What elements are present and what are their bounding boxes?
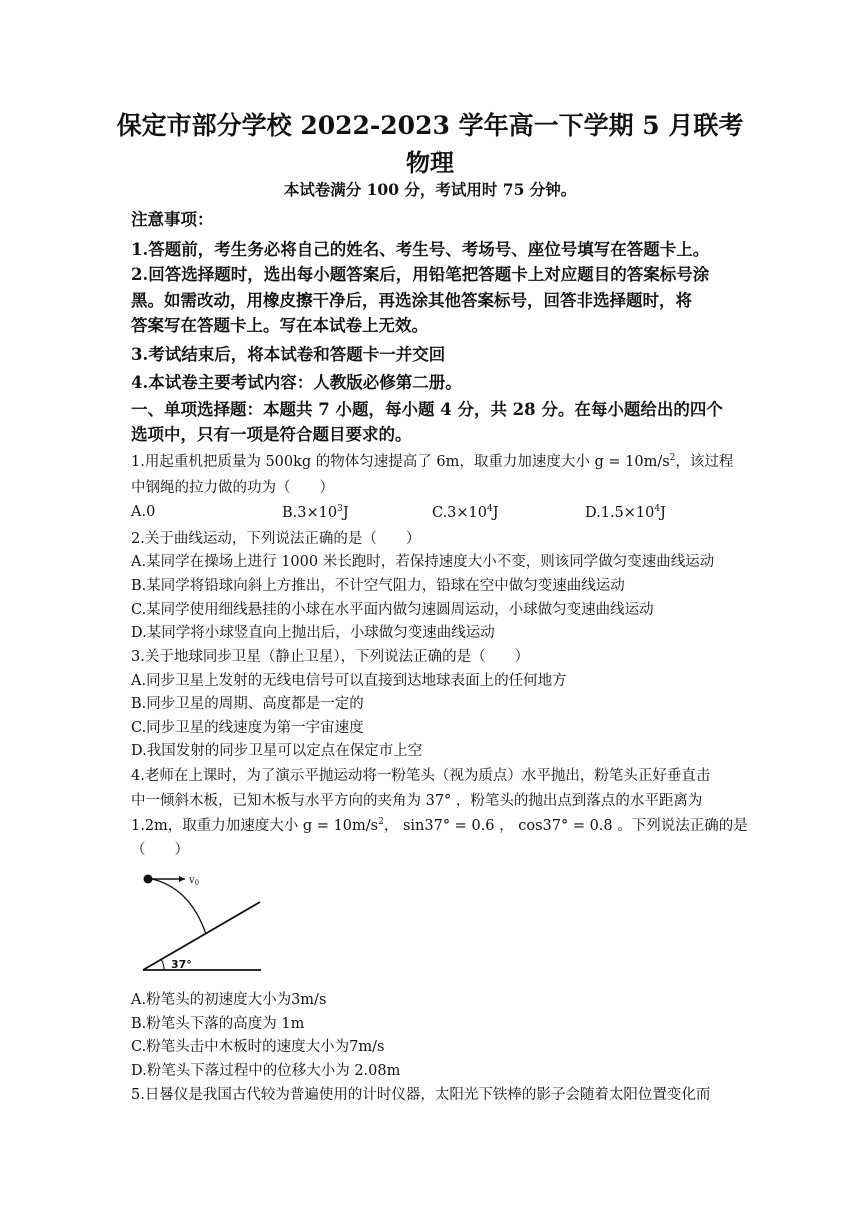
q3-option-b: B.同步卫星的周期、高度都是一定的 (131, 696, 364, 712)
q1-option-c: $C.3\times 10^4J$ (432, 504, 499, 521)
notice-heading: 注意事项： (131, 210, 214, 229)
exam-title: 保定市部分学校 2022-2023 学年高一下学期 5 月联考 (116, 111, 744, 140)
notice-item-4: 4.本试卷主要考试内容：人教版必修第二册。 (131, 373, 462, 392)
trajectory-curve (152, 879, 206, 934)
q1-stem-line-2: 中钢绳的拉力做的功为（ ） (131, 480, 334, 496)
q4-stem-line-4: （ ） (131, 842, 189, 858)
incline-board (143, 902, 260, 970)
exam-info: 本试卷满分 100 分，考试用时 75 分钟。 (283, 180, 577, 199)
q2-option-b: B.某同学将铅球向斜上方推出，不计空气阻力，铅球在空中做匀变速曲线运动 (131, 578, 625, 594)
q1-stem-tail: ，该过程 (675, 454, 734, 470)
angle-arc (161, 959, 164, 970)
q1-stem-text: 1.用起重机把质量为 500kg 的物体匀速提高了 6m，取重力加速度大小 g = 10m/s (131, 454, 670, 470)
notice-item-1: 1.答题前，考生务必将自己的姓名、考生号、考场号、座位号填写在答题卡上。 (131, 240, 710, 259)
q4-stem-line-3: 1.2m，取重力加速度大小 $g = 10m/s^2$， sin37° = 0.6 ， cos37° = 0.8 。下列说法正确的是 (131, 817, 748, 834)
chalk-ball (144, 875, 153, 884)
q3-option-d: D.我国发射的同步卫星可以定点在保定市上空 (131, 743, 423, 759)
q4-option-b: B.粉笔头下落的高度为 1m (131, 1016, 305, 1032)
q4-stem-line-2: 中一倾斜木板，已知木板与水平方向的夹角为 37° ，粉笔头的抛出点到落点的水平距离为 (131, 793, 703, 809)
velocity-arrowhead (179, 876, 185, 882)
notice-item-2-line-3: 答案写在答题卡上。写在本试卷上无效。 (131, 316, 428, 335)
q4-option-d: D.粉笔头下落过程中的位移大小为 2.08m (131, 1063, 401, 1079)
notice-item-2-line-2: 黑。如需改动，用橡皮擦干净后，再选涂其他答案标号，回答非选择题时，将 (131, 291, 692, 310)
q3-stem: 3.关于地球同步卫星（静止卫星），下列说法正确的是（ ） (131, 649, 530, 665)
q1-stem-line-1 (131, 450, 733, 471)
q4-option-a: A.粉笔头的初速度大小为3m/s (131, 992, 327, 1008)
notice-item-2-line-1: 2.回答选择题时，选出每小题答案后，用铅笔把答题卡上对应题目的答案标号涂 (131, 265, 710, 284)
q2-option-c: C.某同学使用细线悬挂的小球在水平面内做匀速圆周运动，小球做匀变速曲线运动 (131, 602, 654, 618)
q1-option-d: $D.1.5\times 10^4J$ (585, 504, 666, 521)
q4-stem-line-1: 4.老师在上课时，为了演示平抛运动将一粉笔头（视为质点）水平抛出，粉笔头正好垂直击 (131, 768, 711, 784)
section-heading-line-1: 一、单项选择题：本题共 7 小题，每小题 4 分，共 28 分。在每小题给出的四个 (131, 400, 723, 419)
q2-option-a: A.某同学在操场上进行 1000 米长跑时，若保持速度大小不变，则该同学做匀变速曲线运动 (131, 554, 715, 570)
q3-option-a: A.同步卫星上发射的无线电信号可以直接到达地球表面上的任何地方 (131, 673, 567, 689)
q2-stem: 2.关于曲线运动，下列说法正确的是（ ） (131, 531, 421, 547)
q3-option-c: C.同步卫星的线速度为第一宇宙速度 (131, 720, 364, 736)
subject-title: 物理 (406, 148, 454, 177)
q1-exponent: 2 (669, 453, 676, 464)
q1-option-b: $B.3\times 10^3J$ (282, 504, 349, 521)
notice-item-3: 3.考试结束后，将本试卷和答题卡一并交回 (131, 345, 446, 364)
q1-option-a: A.0 (131, 504, 156, 520)
q2-option-d: D.某同学将小球竖直向上抛出后，小球做匀变速曲线运动 (131, 625, 495, 641)
velocity-label: $v_0$ (189, 875, 200, 887)
q5-stem-line-1: 5.日晷仪是我国古代较为普遍使用的计时仪器，太阳光下铁棒的影子会随着太阳位置变化而 (131, 1087, 711, 1103)
section-heading-line-2: 选项中，只有一项是符合题目要求的。 (131, 425, 412, 444)
projectile-incline-figure (128, 866, 268, 978)
angle-label: 37° (171, 958, 192, 971)
q4-option-c: C.粉笔头击中木板时的速度大小为7m/s (131, 1039, 385, 1055)
